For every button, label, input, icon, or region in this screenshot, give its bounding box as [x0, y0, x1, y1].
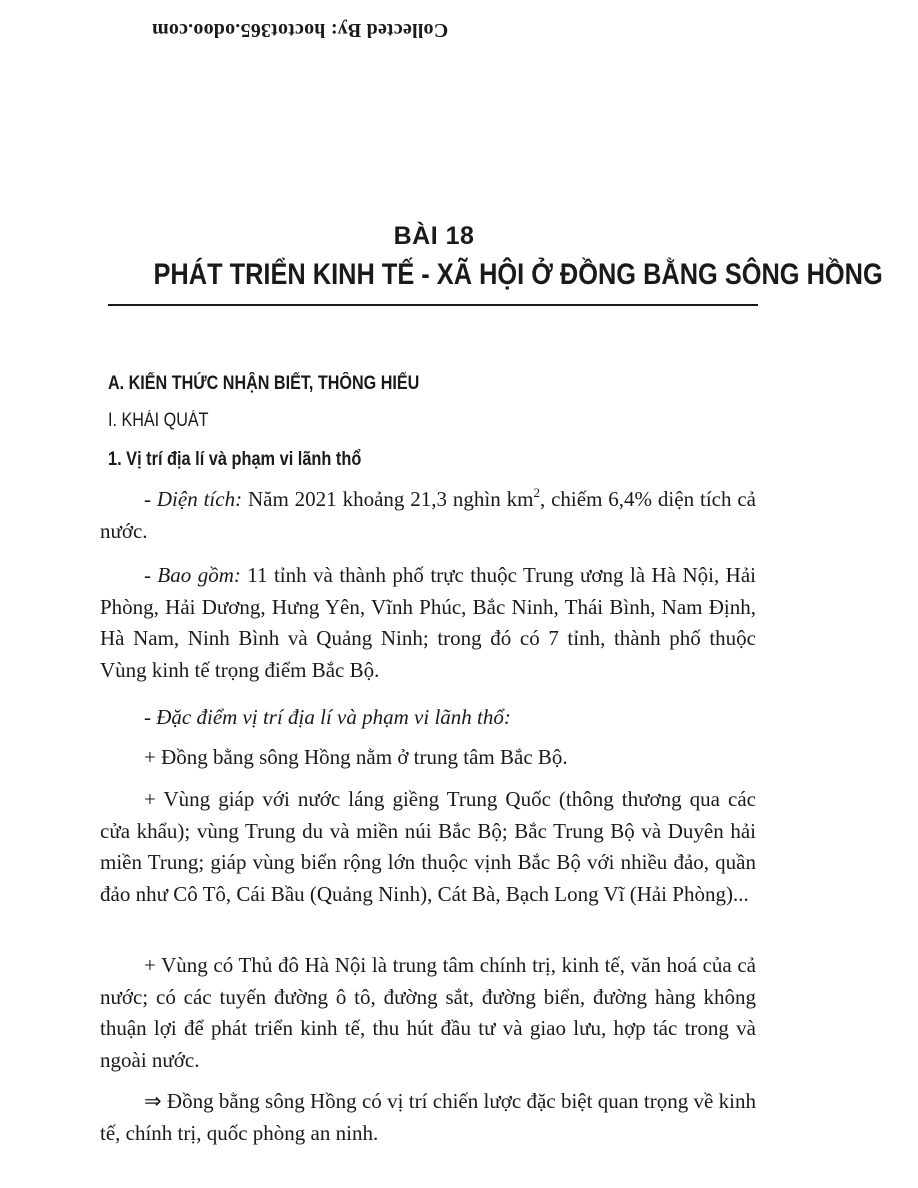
area-paragraph	[100, 484, 756, 547]
title-underline	[108, 304, 758, 306]
includes-label: - Bao gồm:	[144, 563, 241, 587]
lesson-title: PHÁT TRIỂN KINH TẾ - XÃ HỘI Ở ĐỒNG BẰNG SÔNG HỒNG	[153, 258, 883, 291]
subsection-1-heading: 1. Vị trí địa lí và phạm vi lãnh thổ	[108, 449, 362, 470]
area-text-end: , chiếm 6,4% diện tích cả nước.	[100, 487, 757, 543]
bullet-item: + Đồng bằng sông Hồng nằm ở trung tâm Bắc Bộ.	[144, 745, 568, 769]
lesson-number: BÀI 18	[393, 222, 475, 250]
includes-paragraph	[100, 560, 756, 686]
features-heading	[100, 702, 756, 734]
area-text: Năm 2021 khoảng 21,3 nghìn km	[242, 487, 534, 511]
section-a-heading: A. KIẾN THỨC NHẬN BIẾT, THÔNG HIỂU	[108, 373, 420, 394]
bullet-item: + Vùng giáp với nước láng giềng Trung Quốc (thông thương qua các cửa khẩu); vùng Trung du và miền núi Bắc Bộ; Bắc Trung Bộ và Duyên hải miền Trung; giáp vùng biển rộng lớn thuộc vịnh Bắc Bộ với nhiều đảo, quần đảo như Cô Tô, Cái Bầu (Quảng Ninh), Cát Bà, Bạch Long Vĩ (Hải Phòng)...	[100, 787, 756, 906]
conclusion-paragraph: ⇒ Đồng bằng sông Hồng có vị trí chiến lược đặc biệt quan trọng về kinh tế, chính trị, quốc phòng an ninh.	[100, 1089, 756, 1145]
includes-text: 11 tỉnh và thành phố trực thuộc Trung ương là Hà Nội, Hải Phòng, Hải Dương, Hưng Yên, Vĩnh Phúc, Bắc Ninh, Thái Bình, Nam Định, Hà Nam, Ninh Bình và Quảng Ninh; trong đó có 7 tỉnh, thành phố thuộc Vùng kinh tế trọng điểm Bắc Bộ.	[100, 563, 756, 682]
area-label: - Diện tích:	[144, 487, 243, 511]
watermark-text: Collected By: hoctot365.odoo.com	[151, 19, 449, 41]
section-i-heading: I. KHÁI QUÁT	[108, 410, 209, 431]
bullet-item: + Vùng có Thủ đô Hà Nội là trung tâm chính trị, kinh tế, văn hoá của cả nước; có các tuyến đường ô tô, đường sắt, đường biển, đường hàng không thuận lợi để phát triển kinh tế, thu hút đầu tư và giao lưu, hợp tác trong và ngoài nước.	[100, 953, 756, 1072]
area-superscript: 2	[533, 485, 540, 500]
features-heading-text: - Đặc điểm vị trí địa lí và phạm vi lãnh thổ:	[144, 705, 511, 729]
